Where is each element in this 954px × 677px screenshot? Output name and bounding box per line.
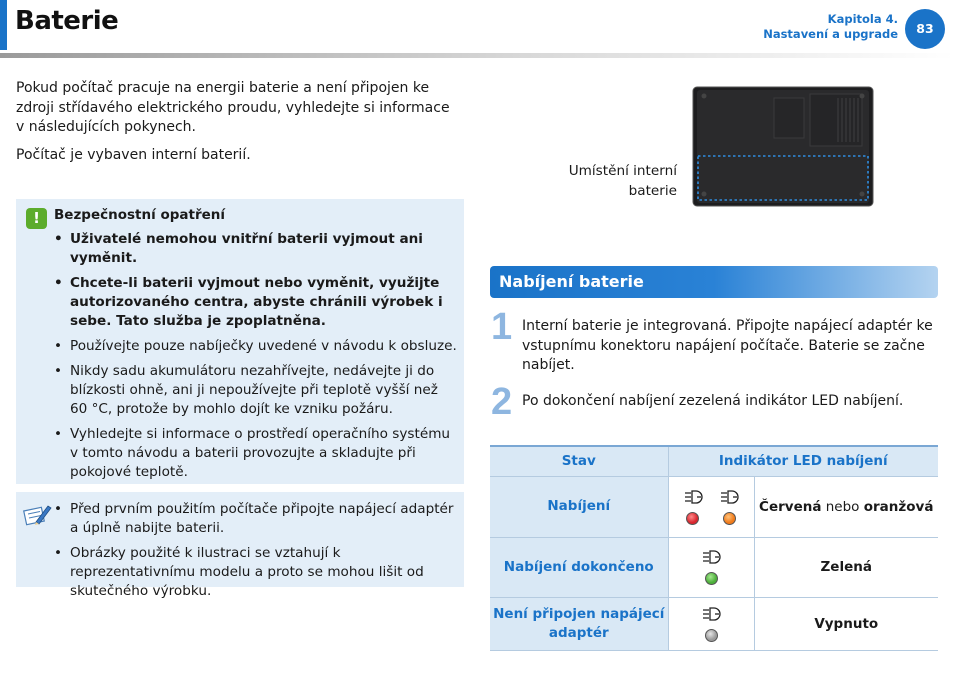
table-row	[490, 537, 938, 597]
state-cell	[490, 597, 668, 650]
step-number-1: 1	[491, 306, 513, 348]
step-text-2: Po dokončení nabíjení zezelená indikátor LED nabíjení.	[522, 393, 904, 409]
list-item: • Chcete-li baterii vyjmout nebo vyměnit, využijte autorizovaného centra, abyste chránili výrobek i sebe. Tato služba je zpoplatněna.	[54, 274, 458, 331]
section-header-charging	[490, 266, 938, 298]
led-indicator-table	[490, 445, 938, 651]
chapter-label	[763, 12, 898, 42]
state-cell: Nabíjení	[490, 476, 668, 537]
conjunction: nebo	[821, 498, 864, 515]
charge-led	[701, 549, 721, 585]
intro-internal-battery: Počítač je vybaven interní baterií.	[16, 147, 251, 163]
led-cell	[668, 597, 754, 650]
exclamation-icon: !	[26, 208, 47, 229]
led-off-icon	[705, 629, 718, 642]
plug-icon	[683, 489, 703, 507]
plug-icon	[701, 606, 721, 624]
charge-led	[683, 489, 703, 525]
list-item: • Uživatelé nemohou vnitřní baterii vyjmout ani vyměnit.	[54, 230, 458, 268]
charge-led	[719, 489, 739, 525]
led-description: Zelená	[754, 537, 938, 597]
state-cell: Nabíjení dokončeno	[490, 537, 668, 597]
led-cell	[668, 537, 754, 597]
step-number-2: 2	[491, 381, 513, 423]
color-red-label: Červená	[759, 498, 822, 515]
chapter-number: Kapitola 4.	[827, 12, 898, 26]
color-orange-label: oranžová	[863, 498, 934, 515]
caption-line: baterie	[628, 182, 677, 199]
column-header-state: Stav	[490, 446, 668, 476]
list-item: • Vyhledejte si informace o prostředí operačního systému v tomto návodu a baterii provozujte a skladujte při pokojové teplotě.	[54, 425, 458, 482]
state-line: adaptér	[548, 624, 609, 641]
battery-location-caption	[569, 162, 677, 201]
safety-box	[16, 199, 464, 484]
state-line: Není připojen napájecí	[493, 605, 665, 622]
intro-paragraph: Pokud počítač pracuje na energii baterie a není připojen ke zdroji střídavého elektrického proudu, vyhledejte si informace v následujících pokynech.	[16, 80, 450, 135]
section-title: Nabíjení baterie	[499, 272, 644, 291]
led-description	[754, 476, 938, 537]
page-number-badge: 83	[905, 9, 945, 49]
note-list	[54, 500, 458, 607]
plug-icon	[701, 549, 721, 567]
page-title: Baterie	[15, 6, 119, 36]
list-item: • Obrázky použité k ilustraci se vztahují k reprezentativnímu modelu a proto se mohou lišit od skutečného výrobku.	[54, 544, 458, 601]
table-row	[490, 476, 938, 537]
column-header-led: Indikátor LED nabíjení	[668, 446, 938, 476]
table-row	[490, 597, 938, 650]
plug-icon	[719, 489, 739, 507]
note-pencil-icon	[22, 500, 52, 530]
header-divider	[0, 53, 954, 58]
list-item: • Nikdy sadu akumulátoru nezahřívejte, nedávejte ji do blízkosti ohně, ani ji nepoužívejte při teplotě vyšší než 60 °C, protože by mohlo dojít ke vzniku požáru.	[54, 362, 458, 419]
table-header-row	[490, 446, 938, 476]
chapter-name: Nastavení a upgrade	[763, 27, 898, 41]
led-cell	[668, 476, 754, 537]
caption-line: Umístění interní	[568, 163, 677, 179]
note-box	[16, 492, 464, 599]
led-green-icon	[705, 572, 718, 585]
led-orange-icon	[723, 512, 736, 525]
led-description: Vypnuto	[754, 597, 938, 650]
step-text-1: Interní baterie je integrovaná. Připojte napájecí adaptér ke vstupnímu konektoru napájení počítače. Baterie se začne nabíjet.	[522, 318, 933, 373]
safety-list	[54, 230, 458, 488]
safety-heading: Bezpečnostní opatření	[54, 207, 225, 223]
laptop-bottom-illustration	[692, 86, 874, 207]
list-item: • Před prvním použitím počítače připojte napájecí adaptér a úplně nabijte baterii.	[54, 500, 458, 538]
led-red-icon	[686, 512, 699, 525]
list-item: • Používejte pouze nabíječky uvedené v návodu k obsluze.	[54, 337, 458, 356]
charge-led	[701, 606, 721, 642]
header-accent-bar	[0, 0, 7, 50]
